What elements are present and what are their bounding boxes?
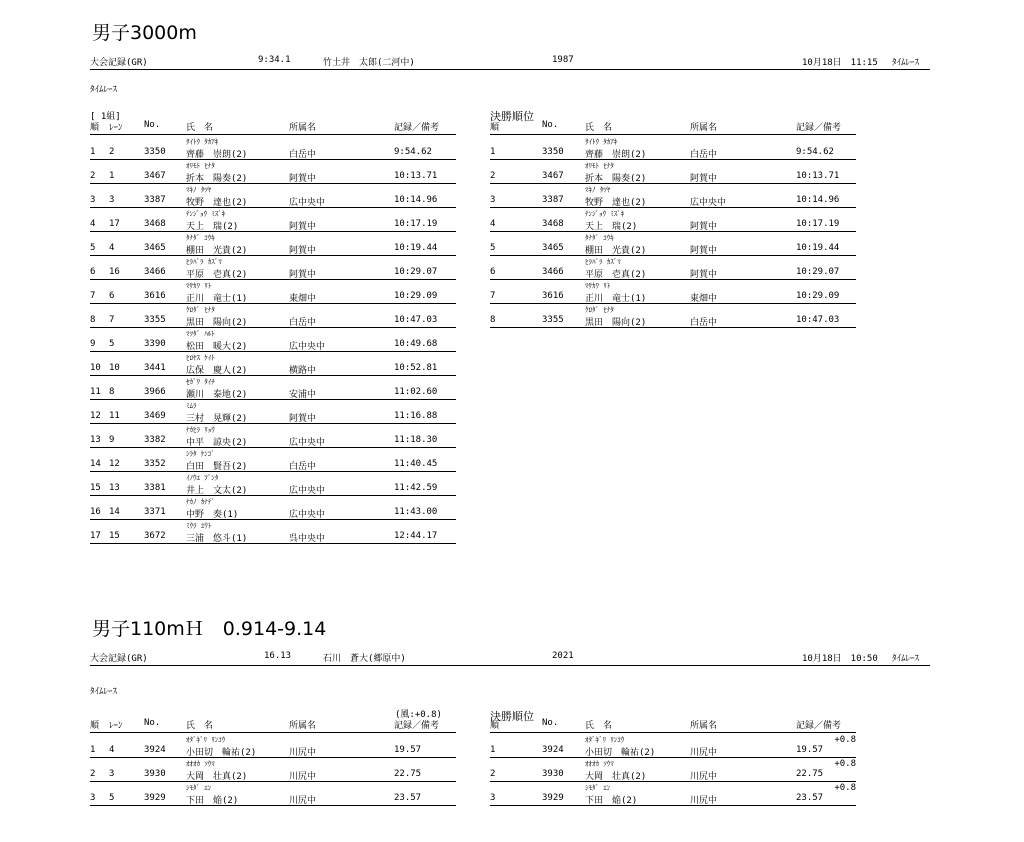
record-cell: 10:19.44 xyxy=(394,243,438,253)
athlete-kana: ﾃﾝｼﾞｮｳ ﾐｽﾞｷ xyxy=(186,210,226,218)
header-team: 所属名 xyxy=(690,721,718,731)
athlete-kana: ﾐｳﾗ ﾕｳﾄ xyxy=(186,522,212,530)
athlete-name-cell: 黒田 陽向(2) xyxy=(186,318,248,328)
athlete-name-cell: 大岡 壮真(2) xyxy=(585,772,647,782)
record-cell: 22.75 xyxy=(796,769,824,779)
athlete-name-cell: 牧野 達也(2) xyxy=(585,198,647,208)
athlete-kana: ﾋﾗﾊﾞﾗ ｶｽﾞﾏ xyxy=(585,258,621,266)
header-team: 所属名 xyxy=(690,123,718,133)
table-row xyxy=(90,208,456,232)
athlete-name-cell: 三浦 悠斗(1) xyxy=(186,534,248,544)
bib-number-cell: 3355 xyxy=(144,315,166,325)
table-row xyxy=(490,184,856,208)
rank-cell: 8 xyxy=(90,315,96,325)
athlete-kana: ﾀﾅﾀﾞ ｺｳｷ xyxy=(585,234,614,242)
record-cell: 22.75 xyxy=(394,769,422,779)
lane-cell: 9 xyxy=(109,435,115,445)
record-label: 大会記録(GR) xyxy=(90,58,148,68)
lane-cell: 7 xyxy=(109,315,115,325)
team-cell: 阿賀中 xyxy=(690,174,718,184)
lane-cell: 3 xyxy=(109,195,115,205)
record-cell: 11:16.88 xyxy=(394,411,438,421)
header-team: 所属名 xyxy=(289,721,317,731)
team-cell: 白岳中 xyxy=(690,150,718,160)
bib-number-cell: 3930 xyxy=(144,769,166,779)
team-cell: 川尻中 xyxy=(690,772,718,782)
record-cell: 10:29.07 xyxy=(394,267,438,277)
date-time: 10月18日 10:50 xyxy=(802,654,878,664)
rank-cell: 17 xyxy=(90,531,101,541)
record-line xyxy=(90,651,930,666)
record-holder: 竹土井 太郎(二河中) xyxy=(323,58,415,68)
record-label: 大会記録(GR) xyxy=(90,654,148,664)
athlete-name-cell: 三村 晃輝(2) xyxy=(186,414,248,424)
bib-number-cell: 3355 xyxy=(542,315,564,325)
athlete-name-cell: 天上 瑞(2) xyxy=(585,222,638,232)
athlete-kana: ｼﾓﾀﾞ ｴﾝ xyxy=(186,784,212,792)
record-cell: 19.57 xyxy=(394,745,422,755)
table-row xyxy=(490,208,856,232)
athlete-kana: ｻｲﾄｳ ﾀｶｱｷ xyxy=(585,138,618,146)
bib-number-cell: 3468 xyxy=(144,219,166,229)
table-row xyxy=(90,758,456,782)
record-cell: 10:17.19 xyxy=(796,219,840,229)
bib-number-cell: 3616 xyxy=(144,291,166,301)
rank-cell: 2 xyxy=(490,171,496,181)
rank-cell: 2 xyxy=(90,769,96,779)
lane-cell: 12 xyxy=(109,459,120,469)
athlete-name-cell: 瀬川 泰地(2) xyxy=(186,390,248,400)
team-cell: 川尻中 xyxy=(289,772,317,782)
lane-cell: 15 xyxy=(109,531,120,541)
table-row xyxy=(90,304,456,328)
team-cell: 広中央中 xyxy=(289,486,326,496)
athlete-name-cell: 正川 竜士(1) xyxy=(585,294,647,304)
lane-cell: 4 xyxy=(109,243,115,253)
lane-cell: 17 xyxy=(109,219,120,229)
heat-type: ﾀｲﾑﾚｰｽ xyxy=(90,687,118,697)
heat-table-header xyxy=(90,718,456,733)
table-row xyxy=(490,280,856,304)
table-row xyxy=(90,136,456,160)
record-cell: 11:42.59 xyxy=(394,483,438,493)
table-row xyxy=(490,304,856,328)
team-cell: 阿賀中 xyxy=(289,246,317,256)
athlete-kana: ﾏｷﾉ ﾀﾂﾔ xyxy=(585,186,611,194)
record-cell: 10:47.03 xyxy=(796,315,840,325)
final-table-header xyxy=(490,718,856,733)
record-cell: 9:54.62 xyxy=(394,147,432,157)
header-name: 氏 名 xyxy=(186,123,214,133)
team-cell: 阿賀中 xyxy=(289,222,317,232)
rank-cell: 13 xyxy=(90,435,101,445)
team-cell: 広中央中 xyxy=(289,198,326,208)
record-cell: 10:14.96 xyxy=(796,195,840,205)
athlete-kana: ｾｶﾞﾜ ﾀｲﾁ xyxy=(186,378,215,386)
heat-table-header xyxy=(90,120,456,135)
athlete-name-cell: 中平 諒央(2) xyxy=(186,438,248,448)
athlete-name-cell: 小田切 輪祐(2) xyxy=(186,748,257,758)
rank-cell: 2 xyxy=(90,171,96,181)
header-lane: ﾚｰﾝ xyxy=(109,721,123,731)
athlete-kana: ﾃﾝｼﾞｮｳ ﾐｽﾞｷ xyxy=(585,210,625,218)
team-cell: 白岳中 xyxy=(690,318,718,328)
table-row xyxy=(90,184,456,208)
team-cell: 阿賀中 xyxy=(690,246,718,256)
team-cell: 広中央中 xyxy=(289,342,326,352)
bib-number-cell: 3466 xyxy=(144,267,166,277)
lane-cell: 6 xyxy=(109,291,115,301)
athlete-name-cell: 齊藤 崇朗(2) xyxy=(585,150,647,160)
table-row xyxy=(490,136,856,160)
lane-cell: 2 xyxy=(109,147,115,157)
bib-number-cell: 3371 xyxy=(144,507,166,517)
wind-cell: +0.8 xyxy=(834,759,856,769)
record-cell: 12:44.17 xyxy=(394,531,438,541)
athlete-kana: ｵﾀﾞｷﾞﾘ ﾘﾝｺｳ xyxy=(585,736,625,744)
table-row xyxy=(490,758,856,782)
team-cell: 白岳中 xyxy=(289,150,317,160)
bib-number-cell: 3441 xyxy=(144,363,166,373)
athlete-name-cell: 下田 焔(2) xyxy=(186,796,239,806)
header-record: 記録／備考 xyxy=(394,721,440,731)
table-row xyxy=(90,520,456,544)
record-cell: 9:54.62 xyxy=(796,147,834,157)
record-cell: 10:52.81 xyxy=(394,363,438,373)
rank-cell: 15 xyxy=(90,483,101,493)
record-value: 16.13 xyxy=(264,651,292,661)
table-row xyxy=(90,352,456,376)
lane-cell: 11 xyxy=(109,411,120,421)
bib-number-cell: 3924 xyxy=(144,745,166,755)
record-year: 1987 xyxy=(552,55,574,65)
header-rank: 順 xyxy=(90,721,100,731)
athlete-kana: ｵｵｵｶ ｿｳﾏ xyxy=(585,760,614,768)
header-record: 記録／備考 xyxy=(394,123,440,133)
table-row xyxy=(490,256,856,280)
wind-reading: (風:+0.8) xyxy=(395,710,442,720)
table-row xyxy=(90,232,456,256)
record-line xyxy=(90,55,930,70)
record-cell: 10:14.96 xyxy=(394,195,438,205)
header-lane: ﾚｰﾝ xyxy=(109,123,123,133)
team-cell: 安浦中 xyxy=(289,390,317,400)
wind-cell: +0.8 xyxy=(834,735,856,745)
bib-number-cell: 3352 xyxy=(144,459,166,469)
athlete-kana: ｼﾓﾀﾞ ｴﾝ xyxy=(585,784,611,792)
team-cell: 広中央中 xyxy=(289,438,326,448)
athlete-kana: ﾏｻｶﾜ ﾘﾄ xyxy=(585,282,611,290)
bib-number-cell: 3467 xyxy=(144,171,166,181)
table-row xyxy=(490,734,856,758)
lane-cell: 1 xyxy=(109,171,115,181)
final-table-header xyxy=(490,120,856,135)
rank-cell: 3 xyxy=(90,195,96,205)
table-row xyxy=(90,160,456,184)
heat-table xyxy=(90,136,456,544)
athlete-kana: ｸﾛﾀﾞ ﾋﾅﾀ xyxy=(186,306,215,314)
rank-cell: 12 xyxy=(90,411,101,421)
rank-cell: 14 xyxy=(90,459,101,469)
table-row xyxy=(490,160,856,184)
athlete-name-cell: 天上 瑞(2) xyxy=(186,222,239,232)
athlete-kana: ﾋﾛﾔｽ ｹｲﾄ xyxy=(186,354,215,362)
rank-cell: 6 xyxy=(490,267,496,277)
race-type: ﾀｲﾑﾚｰｽ xyxy=(892,58,920,68)
rank-cell: 1 xyxy=(490,745,496,755)
athlete-name-cell: 黒田 陽向(2) xyxy=(585,318,647,328)
record-value: 9:34.1 xyxy=(258,55,291,65)
team-cell: 川尻中 xyxy=(289,748,317,758)
bib-number-cell: 3350 xyxy=(542,147,564,157)
final-title: 決勝順位 xyxy=(490,710,534,723)
athlete-kana: ﾏｻｶﾜ ﾘﾄ xyxy=(186,282,212,290)
team-cell: 東畑中 xyxy=(690,294,718,304)
record-year: 2021 xyxy=(552,651,574,661)
rank-cell: 3 xyxy=(490,793,496,803)
date-time: 10月18日 11:15 xyxy=(802,58,878,68)
athlete-name-cell: 平原 壱真(2) xyxy=(585,270,647,280)
bib-number-cell: 3465 xyxy=(542,243,564,253)
table-row xyxy=(90,496,456,520)
bib-number-cell: 3387 xyxy=(144,195,166,205)
rank-cell: 4 xyxy=(490,219,496,229)
bib-number-cell: 3465 xyxy=(144,243,166,253)
bib-number-cell: 3929 xyxy=(542,793,564,803)
record-cell: 11:40.45 xyxy=(394,459,438,469)
team-cell: 広中央中 xyxy=(289,510,326,520)
team-cell: 川尻中 xyxy=(690,796,718,806)
team-cell: 白岳中 xyxy=(289,462,317,472)
team-cell: 阿賀中 xyxy=(690,270,718,280)
header-name: 氏 名 xyxy=(585,721,613,731)
table-row xyxy=(90,376,456,400)
team-cell: 呉中央中 xyxy=(289,534,326,544)
final-table xyxy=(490,136,856,328)
bib-number-cell: 3466 xyxy=(542,267,564,277)
table-row xyxy=(90,400,456,424)
team-cell: 阿賀中 xyxy=(289,270,317,280)
rank-cell: 7 xyxy=(90,291,96,301)
bib-number-cell: 3929 xyxy=(144,793,166,803)
table-row xyxy=(90,280,456,304)
bib-number-cell: 3616 xyxy=(542,291,564,301)
lane-cell: 3 xyxy=(109,769,115,779)
bib-number-cell: 3350 xyxy=(144,147,166,157)
athlete-kana: ﾏｷﾉ ﾀﾂﾔ xyxy=(186,186,212,194)
team-cell: 阿賀中 xyxy=(289,174,317,184)
rank-cell: 5 xyxy=(490,243,496,253)
athlete-name-cell: 折本 陽奏(2) xyxy=(585,174,647,184)
header-team: 所属名 xyxy=(289,123,317,133)
athlete-kana: ﾅｶﾉ ｶﾅﾃﾞ xyxy=(186,498,215,506)
header-no: No. xyxy=(542,718,559,728)
heat-type: ﾀｲﾑﾚｰｽ xyxy=(90,85,118,95)
record-cell: 11:43.00 xyxy=(394,507,438,517)
athlete-name-cell: 小田切 輪祐(2) xyxy=(585,748,656,758)
record-cell: 10:47.03 xyxy=(394,315,438,325)
athlete-kana: ｻｲﾄｳ ﾀｶｱｷ xyxy=(186,138,219,146)
header-rank: 順 xyxy=(90,123,100,133)
table-row xyxy=(90,734,456,758)
lane-cell: 14 xyxy=(109,507,120,517)
event-title: 男子3000m xyxy=(92,22,197,44)
bib-number-cell: 3381 xyxy=(144,483,166,493)
lane-cell: 4 xyxy=(109,745,115,755)
athlete-name-cell: 井上 文太(2) xyxy=(186,486,248,496)
header-no: No. xyxy=(144,718,161,728)
bib-number-cell: 3966 xyxy=(144,387,166,397)
heat-table xyxy=(90,734,456,806)
team-cell: 川尻中 xyxy=(690,748,718,758)
final-title: 決勝順位 xyxy=(490,110,534,123)
team-cell: 東畑中 xyxy=(289,294,317,304)
lane-cell: 8 xyxy=(109,387,115,397)
rank-cell: 1 xyxy=(90,745,96,755)
header-record: 記録／備考 xyxy=(796,721,842,731)
athlete-name-cell: 牧野 達也(2) xyxy=(186,198,248,208)
team-cell: 横路中 xyxy=(289,366,317,376)
rank-cell: 10 xyxy=(90,363,101,373)
athlete-kana: ｼﾗﾀ ｹﾝｺﾞ xyxy=(186,450,215,458)
record-cell: 10:13.71 xyxy=(796,171,840,181)
table-row xyxy=(90,424,456,448)
record-cell: 11:02.60 xyxy=(394,387,438,397)
final-table xyxy=(490,734,856,806)
header-rank: 順 xyxy=(490,721,500,731)
athlete-kana: ﾏﾂﾀﾞ ﾊﾙﾄ xyxy=(186,330,215,338)
rank-cell: 7 xyxy=(490,291,496,301)
lane-cell: 13 xyxy=(109,483,120,493)
rank-cell: 9 xyxy=(90,339,96,349)
bib-number-cell: 3930 xyxy=(542,769,564,779)
lane-cell: 5 xyxy=(109,339,115,349)
athlete-name-cell: 齊藤 崇朗(2) xyxy=(186,150,248,160)
athlete-name-cell: 中野 奏(1) xyxy=(186,510,239,520)
team-cell: 阿賀中 xyxy=(289,414,317,424)
record-cell: 11:18.30 xyxy=(394,435,438,445)
rank-cell: 1 xyxy=(90,147,96,157)
athlete-name-cell: 平原 壱真(2) xyxy=(186,270,248,280)
team-cell: 阿賀中 xyxy=(690,222,718,232)
lane-cell: 16 xyxy=(109,267,120,277)
record-holder: 石川 蒼大(郷原中) xyxy=(323,654,406,664)
record-cell: 23.57 xyxy=(394,793,422,803)
athlete-name-cell: 白田 賢吾(2) xyxy=(186,462,248,472)
record-cell: 23.57 xyxy=(796,793,824,803)
rank-cell: 3 xyxy=(90,793,96,803)
record-cell: 10:29.09 xyxy=(394,291,438,301)
rank-cell: 4 xyxy=(90,219,96,229)
bib-number-cell: 3390 xyxy=(144,339,166,349)
table-row xyxy=(90,472,456,496)
record-cell: 10:13.71 xyxy=(394,171,438,181)
athlete-kana: ﾋﾗﾊﾞﾗ ｶｽﾞﾏ xyxy=(186,258,222,266)
team-cell: 川尻中 xyxy=(289,796,317,806)
lane-cell: 5 xyxy=(109,793,115,803)
header-name: 氏 名 xyxy=(186,721,214,731)
bib-number-cell: 3387 xyxy=(542,195,564,205)
table-row xyxy=(90,256,456,280)
table-row xyxy=(490,232,856,256)
athlete-name-cell: 棚田 光貴(2) xyxy=(186,246,248,256)
athlete-name-cell: 広保 慶人(2) xyxy=(186,366,248,376)
athlete-kana: ｵﾀﾞｷﾞﾘ ﾘﾝｺｳ xyxy=(186,736,226,744)
rank-cell: 16 xyxy=(90,507,101,517)
rank-cell: 11 xyxy=(90,387,101,397)
header-name: 氏 名 xyxy=(585,123,613,133)
team-cell: 白岳中 xyxy=(289,318,317,328)
athlete-kana: ｵﾘﾓﾄ ﾋﾅﾀ xyxy=(186,162,215,170)
bib-number-cell: 3469 xyxy=(144,411,166,421)
table-row xyxy=(490,782,856,806)
athlete-kana: ｵﾘﾓﾄ ﾋﾅﾀ xyxy=(585,162,614,170)
table-row xyxy=(90,328,456,352)
athlete-kana: ﾅｶﾋﾗ ﾘｮｳ xyxy=(186,426,215,434)
athlete-name-cell: 折本 陽奏(2) xyxy=(186,174,248,184)
team-cell: 広中央中 xyxy=(690,198,727,208)
event-title: 男子110mＨ 0.914-9.14 xyxy=(92,618,327,640)
record-cell: 10:29.07 xyxy=(796,267,840,277)
rank-cell: 6 xyxy=(90,267,96,277)
athlete-kana: ｲﾉｳｴ ﾌﾞﾝﾀ xyxy=(186,474,219,482)
rank-cell: 8 xyxy=(490,315,496,325)
group-label: [ 1組] xyxy=(90,112,121,122)
athlete-kana: ﾐﾑﾗ xyxy=(186,402,197,410)
race-type: ﾀｲﾑﾚｰｽ xyxy=(892,654,920,664)
athlete-kana: ﾀﾅﾀﾞ ｺｳｷ xyxy=(186,234,215,242)
rank-cell: 5 xyxy=(90,243,96,253)
table-row xyxy=(90,448,456,472)
record-cell: 10:29.09 xyxy=(796,291,840,301)
record-cell: 19.57 xyxy=(796,745,824,755)
header-record: 記録／備考 xyxy=(796,123,842,133)
athlete-name-cell: 棚田 光貴(2) xyxy=(585,246,647,256)
athlete-name-cell: 下田 焔(2) xyxy=(585,796,638,806)
athlete-name-cell: 正川 竜士(1) xyxy=(186,294,248,304)
bib-number-cell: 3468 xyxy=(542,219,564,229)
bib-number-cell: 3467 xyxy=(542,171,564,181)
record-cell: 10:19.44 xyxy=(796,243,840,253)
rank-cell: 3 xyxy=(490,195,496,205)
bib-number-cell: 3924 xyxy=(542,745,564,755)
header-no: No. xyxy=(542,120,559,130)
table-row xyxy=(90,782,456,806)
athlete-kana: ｵｵｵｶ ｿｳﾏ xyxy=(186,760,215,768)
athlete-name-cell: 松田 暖大(2) xyxy=(186,342,248,352)
athlete-kana: ｸﾛﾀﾞ ﾋﾅﾀ xyxy=(585,306,614,314)
rank-cell: 1 xyxy=(490,147,496,157)
wind-cell: +0.8 xyxy=(834,783,856,793)
record-cell: 10:49.68 xyxy=(394,339,438,349)
lane-cell: 10 xyxy=(109,363,120,373)
athlete-name-cell: 大岡 壮真(2) xyxy=(186,772,248,782)
bib-number-cell: 3382 xyxy=(144,435,166,445)
rank-cell: 2 xyxy=(490,769,496,779)
header-no: No. xyxy=(144,120,161,130)
record-cell: 10:17.19 xyxy=(394,219,438,229)
bib-number-cell: 3672 xyxy=(144,531,166,541)
header-rank: 順 xyxy=(490,123,500,133)
